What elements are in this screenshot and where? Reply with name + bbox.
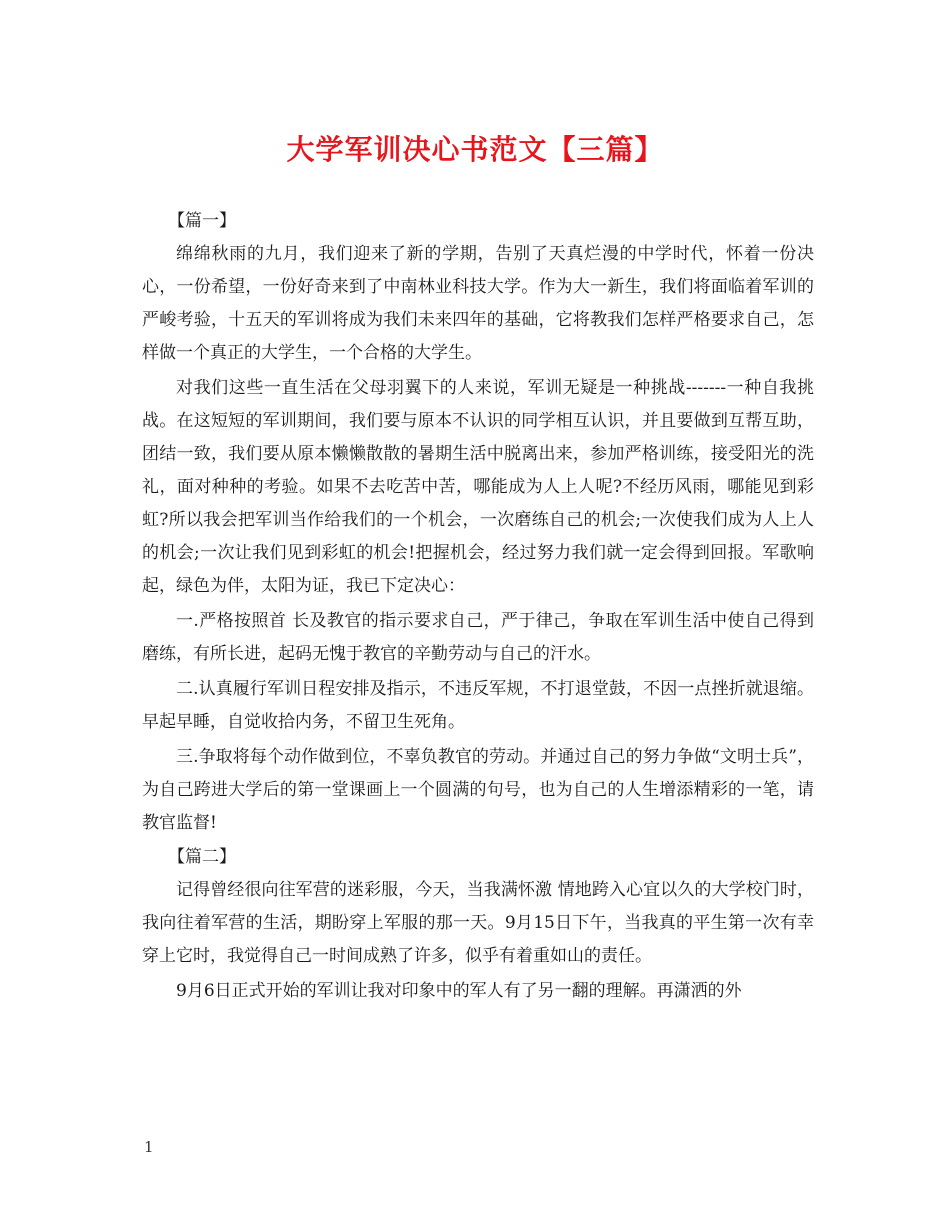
document-body xyxy=(142,204,814,1010)
paragraph: 对我们这些一直生活在父母羽翼下的人来说，军训无疑是一种挑战-------一种自我挑战。在这短短的军训期间，我们要与原本不认识的同学相互认识，并且要做到互帮互助，团结一致，我们要从原本懒懒散散的暑期生活中脱离出来，参加严格训练，接受阳光的洗礼，面对种种的考验。如果不去吃苦中苦，哪能成为人上人呢?不经历风雨，哪能见到彩虹?所以我会把军训当作给我们的一个机会，一次磨练自己的机会;一次使我们成为人上人的机会;一次让我们见到彩虹的机会!把握机会，经过努力我们就一定会得到回报。军歌响起，绿色为伴，太阳为证，我已下定决心： xyxy=(142,378,814,596)
paragraph: 一.严格按照首 长及教官的指示要求自己，严于律己，争取在军训生活中使自己得到磨练，有所长进，起码无愧于教官的辛勤劳动与自己的汗水。 xyxy=(142,611,814,664)
page-number: 1 xyxy=(144,1138,154,1156)
paragraph: 二.认真履行军训日程安排及指示，不违反军规，不打退堂鼓，不因一点挫折就退缩。早起早睡，自觉收拾内务，不留卫生死角。 xyxy=(142,679,814,732)
document-title: 大学军训决心书范文【三篇】 xyxy=(286,133,664,166)
paragraph: 记得曾经很向往军营的迷彩服，今天，当我满怀激 情地跨入心宜以久的大学校门时，我向往着军营的生活，期盼穿上军服的那一天。9月15日下午，当我真的平生第一次有幸穿上它时，我觉得自己一时间成熟了许多，似乎有着重如山的责任。 xyxy=(142,880,814,966)
paragraph: 三.争取将每个动作做到位，不辜负教官的劳动。并通过自己的努力争做“文明士兵”，为自己跨进大学后的第一堂课画上一个圆满的句号，也为自己的人生增添精彩的一笔，请教官监督! xyxy=(142,747,814,833)
section-heading-1: 【篇一】 xyxy=(168,211,236,231)
paragraph: 9月6日正式开始的军训让我对印象中的军人有了另一翻的理解。再潇洒的外 xyxy=(176,981,742,1001)
section-heading-2: 【篇二】 xyxy=(168,847,236,867)
paragraph: 绵绵秋雨的九月，我们迎来了新的学期，告别了天真烂漫的中学时代，怀着一份决心，一份希望，一份好奇来到了中南林业科技大学。作为大一新生，我们将面临着军训的严峻考验，十五天的军训将成为我们未来四年的基础，它将教我们怎样严格要求自己，怎样做一个真正的大学生，一个合格的大学生。 xyxy=(142,244,814,363)
